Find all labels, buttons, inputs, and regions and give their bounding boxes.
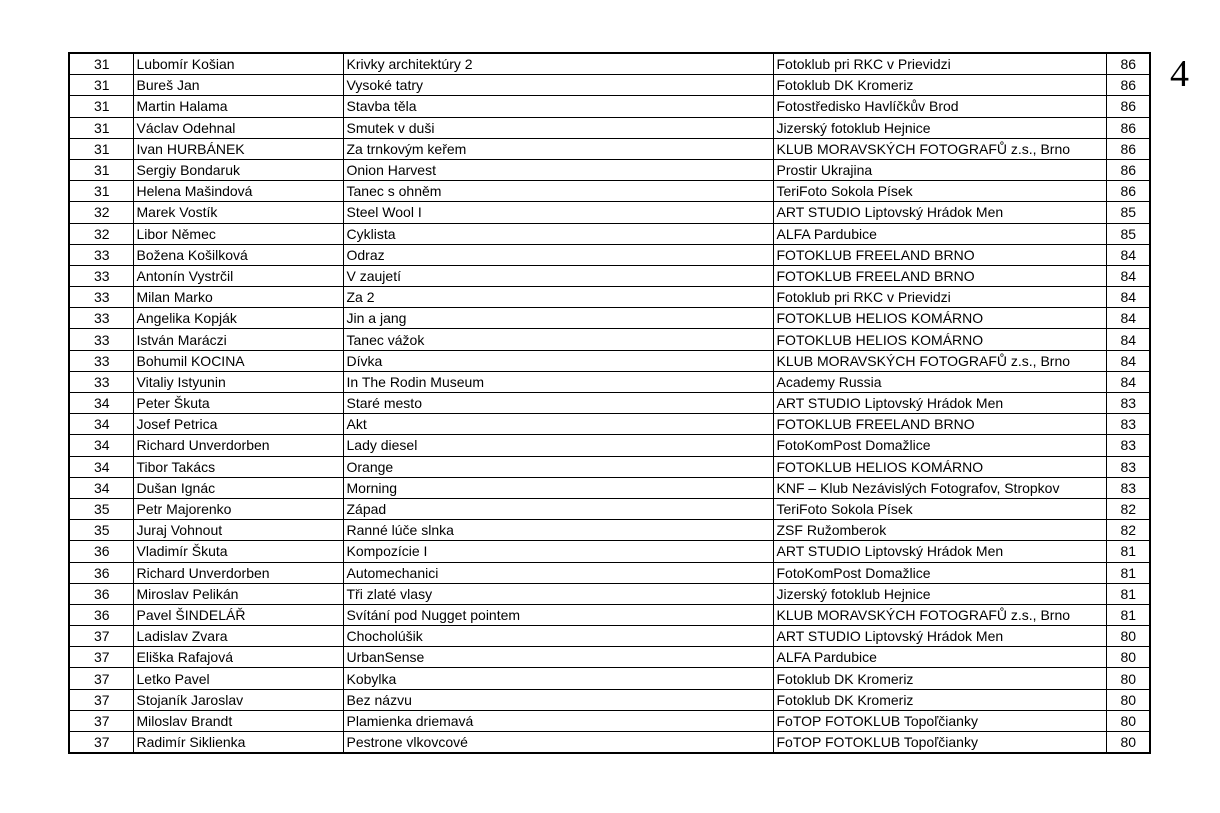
author-name-cell: Richard Unverdorben bbox=[133, 562, 343, 583]
rank-cell: 34 bbox=[69, 435, 133, 456]
rank-cell: 31 bbox=[69, 117, 133, 138]
club-cell: TeriFoto Sokola Písek bbox=[773, 181, 1106, 202]
table-row bbox=[69, 350, 1150, 371]
table-row bbox=[69, 562, 1150, 583]
photo-title-cell: Stavba těla bbox=[343, 96, 773, 117]
club-cell: Fotoklub DK Kromeriz bbox=[773, 668, 1106, 689]
author-name-cell: Helena Mašindová bbox=[133, 181, 343, 202]
score-cell: 81 bbox=[1106, 562, 1150, 583]
photo-title-cell: Lady diesel bbox=[343, 435, 773, 456]
author-name-cell: Libor Němec bbox=[133, 223, 343, 244]
score-cell: 84 bbox=[1106, 244, 1150, 265]
rank-cell: 37 bbox=[69, 710, 133, 731]
club-cell: ZSF Ružomberok bbox=[773, 520, 1106, 541]
score-cell: 83 bbox=[1106, 456, 1150, 477]
photo-title-cell: Kompozície I bbox=[343, 541, 773, 562]
club-cell: Jizerský fotoklub Hejnice bbox=[773, 117, 1106, 138]
club-cell: ALFA Pardubice bbox=[773, 647, 1106, 668]
photo-title-cell: Ranné lúče slnka bbox=[343, 520, 773, 541]
photo-title-cell: Vysoké tatry bbox=[343, 75, 773, 96]
score-cell: 86 bbox=[1106, 138, 1150, 159]
table-row bbox=[69, 414, 1150, 435]
club-cell: Fotoklub pri RKC v Prievidzi bbox=[773, 287, 1106, 308]
author-name-cell: Ladislav Zvara bbox=[133, 626, 343, 647]
table-row bbox=[69, 371, 1150, 392]
author-name-cell: Antonín Vystrčil bbox=[133, 265, 343, 286]
rank-cell: 36 bbox=[69, 541, 133, 562]
table-row bbox=[69, 223, 1150, 244]
table-row bbox=[69, 647, 1150, 668]
rank-cell: 37 bbox=[69, 732, 133, 754]
score-cell: 84 bbox=[1106, 308, 1150, 329]
author-name-cell: Ivan HURBÁNEK bbox=[133, 138, 343, 159]
rank-cell: 32 bbox=[69, 202, 133, 223]
table-row bbox=[69, 159, 1150, 180]
club-cell: FOTOKLUB HELIOS KOMÁRNO bbox=[773, 456, 1106, 477]
photo-title-cell: Orange bbox=[343, 456, 773, 477]
photo-title-cell: Tanec s ohněm bbox=[343, 181, 773, 202]
author-name-cell: Miroslav Pelikán bbox=[133, 583, 343, 604]
rank-cell: 34 bbox=[69, 477, 133, 498]
score-cell: 81 bbox=[1106, 541, 1150, 562]
rank-cell: 34 bbox=[69, 393, 133, 414]
author-name-cell: Lubomír Košian bbox=[133, 53, 343, 75]
photo-title-cell: Dívka bbox=[343, 350, 773, 371]
author-name-cell: Letko Pavel bbox=[133, 668, 343, 689]
author-name-cell: Milan Marko bbox=[133, 287, 343, 308]
results-table-body bbox=[69, 53, 1150, 753]
photo-title-cell: Odraz bbox=[343, 244, 773, 265]
club-cell: TeriFoto Sokola Písek bbox=[773, 498, 1106, 519]
rank-cell: 33 bbox=[69, 308, 133, 329]
photo-title-cell: Západ bbox=[343, 498, 773, 519]
score-cell: 80 bbox=[1106, 626, 1150, 647]
score-cell: 81 bbox=[1106, 583, 1150, 604]
photo-title-cell: Cyklista bbox=[343, 223, 773, 244]
club-cell: KLUB MORAVSKÝCH FOTOGRAFŮ z.s., Brno bbox=[773, 350, 1106, 371]
page-number: 4 bbox=[1170, 53, 1189, 95]
rank-cell: 31 bbox=[69, 53, 133, 75]
rank-cell: 31 bbox=[69, 159, 133, 180]
author-name-cell: Eliška Rafajová bbox=[133, 647, 343, 668]
author-name-cell: Dušan Ignác bbox=[133, 477, 343, 498]
rank-cell: 31 bbox=[69, 75, 133, 96]
author-name-cell: Angelika Kopják bbox=[133, 308, 343, 329]
rank-cell: 37 bbox=[69, 689, 133, 710]
club-cell: FotoKomPost Domažlice bbox=[773, 562, 1106, 583]
table-row bbox=[69, 202, 1150, 223]
photo-title-cell: In The Rodin Museum bbox=[343, 371, 773, 392]
club-cell: Prostir Ukrajina bbox=[773, 159, 1106, 180]
score-cell: 84 bbox=[1106, 371, 1150, 392]
score-cell: 86 bbox=[1106, 96, 1150, 117]
score-cell: 81 bbox=[1106, 604, 1150, 625]
club-cell: ART STUDIO Liptovský Hrádok Men bbox=[773, 393, 1106, 414]
table-row bbox=[69, 329, 1150, 350]
rank-cell: 33 bbox=[69, 265, 133, 286]
table-row bbox=[69, 456, 1150, 477]
score-cell: 83 bbox=[1106, 414, 1150, 435]
score-cell: 86 bbox=[1106, 53, 1150, 75]
table-row bbox=[69, 435, 1150, 456]
photo-title-cell: Plamienka driemavá bbox=[343, 710, 773, 731]
club-cell: KNF – Klub Nezávislých Fotografov, Stropkov bbox=[773, 477, 1106, 498]
results-table bbox=[68, 52, 1151, 754]
author-name-cell: Vladimír Škuta bbox=[133, 541, 343, 562]
score-cell: 83 bbox=[1106, 477, 1150, 498]
score-cell: 80 bbox=[1106, 732, 1150, 754]
rank-cell: 37 bbox=[69, 626, 133, 647]
club-cell: ART STUDIO Liptovský Hrádok Men bbox=[773, 626, 1106, 647]
rank-cell: 36 bbox=[69, 604, 133, 625]
club-cell: FOTOKLUB FREELAND BRNO bbox=[773, 244, 1106, 265]
club-cell: Fotoklub DK Kromeriz bbox=[773, 689, 1106, 710]
table-row bbox=[69, 520, 1150, 541]
photo-title-cell: Tanec vážok bbox=[343, 329, 773, 350]
club-cell: ART STUDIO Liptovský Hrádok Men bbox=[773, 541, 1106, 562]
rank-cell: 33 bbox=[69, 350, 133, 371]
table-row bbox=[69, 393, 1150, 414]
photo-title-cell: Staré mesto bbox=[343, 393, 773, 414]
author-name-cell: Božena Košilková bbox=[133, 244, 343, 265]
photo-title-cell: Automechanici bbox=[343, 562, 773, 583]
photo-title-cell: Chocholúšik bbox=[343, 626, 773, 647]
table-row bbox=[69, 689, 1150, 710]
table-row bbox=[69, 287, 1150, 308]
score-cell: 85 bbox=[1106, 202, 1150, 223]
author-name-cell: Juraj Vohnout bbox=[133, 520, 343, 541]
photo-title-cell: UrbanSense bbox=[343, 647, 773, 668]
club-cell: Fotoklub pri RKC v Prievidzi bbox=[773, 53, 1106, 75]
club-cell: KLUB MORAVSKÝCH FOTOGRAFŮ z.s., Brno bbox=[773, 138, 1106, 159]
score-cell: 80 bbox=[1106, 689, 1150, 710]
club-cell: FOTOKLUB FREELAND BRNO bbox=[773, 414, 1106, 435]
rank-cell: 37 bbox=[69, 668, 133, 689]
rank-cell: 36 bbox=[69, 562, 133, 583]
table-row bbox=[69, 604, 1150, 625]
score-cell: 83 bbox=[1106, 435, 1150, 456]
score-cell: 80 bbox=[1106, 647, 1150, 668]
club-cell: FOTOKLUB HELIOS KOMÁRNO bbox=[773, 329, 1106, 350]
score-cell: 82 bbox=[1106, 498, 1150, 519]
table-row bbox=[69, 541, 1150, 562]
score-cell: 86 bbox=[1106, 181, 1150, 202]
rank-cell: 33 bbox=[69, 371, 133, 392]
author-name-cell: Petr Majorenko bbox=[133, 498, 343, 519]
rank-cell: 32 bbox=[69, 223, 133, 244]
rank-cell: 33 bbox=[69, 244, 133, 265]
author-name-cell: Bureš Jan bbox=[133, 75, 343, 96]
author-name-cell: Sergiy Bondaruk bbox=[133, 159, 343, 180]
club-cell: ART STUDIO Liptovský Hrádok Men bbox=[773, 202, 1106, 223]
table-row bbox=[69, 477, 1150, 498]
table-row bbox=[69, 181, 1150, 202]
score-cell: 86 bbox=[1106, 75, 1150, 96]
score-cell: 80 bbox=[1106, 710, 1150, 731]
photo-title-cell: Krivky architektúry 2 bbox=[343, 53, 773, 75]
table-row bbox=[69, 626, 1150, 647]
photo-title-cell: V zaujetí bbox=[343, 265, 773, 286]
table-row bbox=[69, 96, 1150, 117]
rank-cell: 31 bbox=[69, 138, 133, 159]
photo-title-cell: Pestrone vlkovcové bbox=[343, 732, 773, 754]
club-cell: FOTOKLUB FREELAND BRNO bbox=[773, 265, 1106, 286]
score-cell: 86 bbox=[1106, 159, 1150, 180]
photo-title-cell: Smutek v duši bbox=[343, 117, 773, 138]
score-cell: 83 bbox=[1106, 393, 1150, 414]
club-cell: FoTOP FOTOKLUB Topoľčianky bbox=[773, 732, 1106, 754]
photo-title-cell: Onion Harvest bbox=[343, 159, 773, 180]
score-cell: 80 bbox=[1106, 668, 1150, 689]
club-cell: Academy Russia bbox=[773, 371, 1106, 392]
club-cell: FOTOKLUB HELIOS KOMÁRNO bbox=[773, 308, 1106, 329]
club-cell: Fotostředisko Havlíčkův Brod bbox=[773, 96, 1106, 117]
rank-cell: 35 bbox=[69, 520, 133, 541]
table-row bbox=[69, 710, 1150, 731]
author-name-cell: Peter Škuta bbox=[133, 393, 343, 414]
photo-title-cell: Tři zlaté vlasy bbox=[343, 583, 773, 604]
rank-cell: 31 bbox=[69, 96, 133, 117]
photo-title-cell: Akt bbox=[343, 414, 773, 435]
table-row bbox=[69, 244, 1150, 265]
table-row bbox=[69, 53, 1150, 75]
rank-cell: 33 bbox=[69, 329, 133, 350]
photo-title-cell: Za trnkovým keřem bbox=[343, 138, 773, 159]
author-name-cell: Miloslav Brandt bbox=[133, 710, 343, 731]
author-name-cell: Václav Odehnal bbox=[133, 117, 343, 138]
score-cell: 82 bbox=[1106, 520, 1150, 541]
author-name-cell: Richard Unverdorben bbox=[133, 435, 343, 456]
rank-cell: 33 bbox=[69, 287, 133, 308]
photo-title-cell: Za 2 bbox=[343, 287, 773, 308]
rank-cell: 36 bbox=[69, 583, 133, 604]
author-name-cell: Josef Petrica bbox=[133, 414, 343, 435]
rank-cell: 34 bbox=[69, 456, 133, 477]
club-cell: FoTOP FOTOKLUB Topoľčianky bbox=[773, 710, 1106, 731]
table-row bbox=[69, 583, 1150, 604]
table-row bbox=[69, 117, 1150, 138]
table-row bbox=[69, 732, 1150, 754]
club-cell: FotoKomPost Domažlice bbox=[773, 435, 1106, 456]
score-cell: 84 bbox=[1106, 265, 1150, 286]
rank-cell: 37 bbox=[69, 647, 133, 668]
photo-title-cell: Morning bbox=[343, 477, 773, 498]
table-row bbox=[69, 308, 1150, 329]
author-name-cell: Pavel ŠINDELÁŘ bbox=[133, 604, 343, 625]
author-name-cell: Martin Halama bbox=[133, 96, 343, 117]
club-cell: Jizerský fotoklub Hejnice bbox=[773, 583, 1106, 604]
photo-title-cell: Svítání pod Nugget pointem bbox=[343, 604, 773, 625]
author-name-cell: Stojaník Jaroslav bbox=[133, 689, 343, 710]
club-cell: KLUB MORAVSKÝCH FOTOGRAFŮ z.s., Brno bbox=[773, 604, 1106, 625]
author-name-cell: István Maráczi bbox=[133, 329, 343, 350]
score-cell: 84 bbox=[1106, 287, 1150, 308]
score-cell: 86 bbox=[1106, 117, 1150, 138]
table-row bbox=[69, 265, 1150, 286]
author-name-cell: Vitaliy Istyunin bbox=[133, 371, 343, 392]
rank-cell: 35 bbox=[69, 498, 133, 519]
table-row bbox=[69, 668, 1150, 689]
table-row bbox=[69, 138, 1150, 159]
author-name-cell: Radimír Siklienka bbox=[133, 732, 343, 754]
table-row bbox=[69, 498, 1150, 519]
score-cell: 84 bbox=[1106, 329, 1150, 350]
author-name-cell: Marek Vostík bbox=[133, 202, 343, 223]
table-row bbox=[69, 75, 1150, 96]
photo-title-cell: Jin a jang bbox=[343, 308, 773, 329]
rank-cell: 34 bbox=[69, 414, 133, 435]
club-cell: Fotoklub DK Kromeriz bbox=[773, 75, 1106, 96]
photo-title-cell: Steel Wool I bbox=[343, 202, 773, 223]
photo-title-cell: Bez názvu bbox=[343, 689, 773, 710]
score-cell: 84 bbox=[1106, 350, 1150, 371]
author-name-cell: Bohumil KOCINA bbox=[133, 350, 343, 371]
club-cell: ALFA Pardubice bbox=[773, 223, 1106, 244]
score-cell: 85 bbox=[1106, 223, 1150, 244]
author-name-cell: Tibor Takács bbox=[133, 456, 343, 477]
rank-cell: 31 bbox=[69, 181, 133, 202]
photo-title-cell: Kobylka bbox=[343, 668, 773, 689]
